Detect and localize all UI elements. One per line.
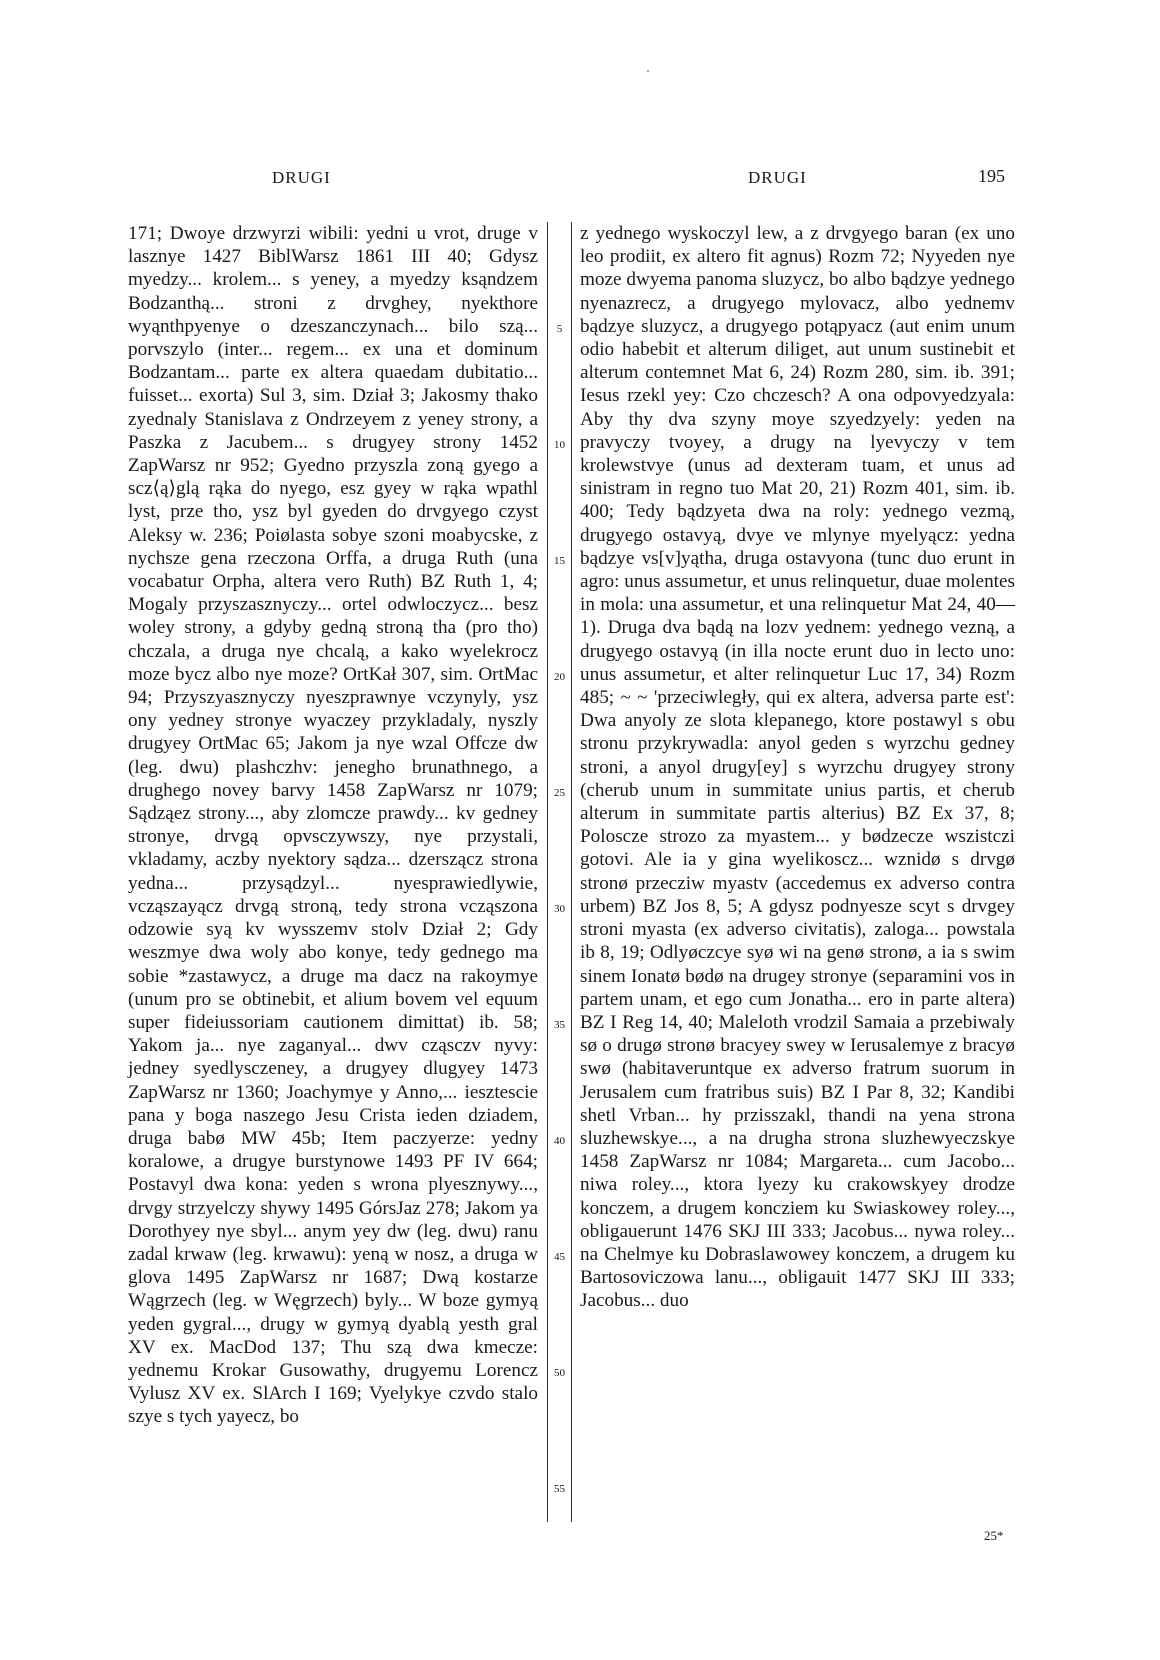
line-number: 55 <box>554 1483 565 1495</box>
running-head-right: DRUGI <box>748 168 807 187</box>
column-rule-left <box>547 222 548 1522</box>
left-column-text: 171; Dwoye drzwyrzi wibili: yedni u vrot, druge v lasznye 1427 BiblWarsz 1861 III 40; Gdysz myedzy... krolem... s yeney, a myedzy ksąndzem Bodzanthą... stroni z drvghey, nyekthore wyąnthpyenye o dzeszanczynach... bilo szą... porvszylo (inter... regem... ex una et dominum Bodzantam... parte ex altera quaedam dubitatio... fuisset... exorta) Sul 3, sim. Dział 3; Jakosmy thako zyednaly Stanislava z Ondrzeyem z yeney strony, a Paszka z Jacubem... s drugyey strony 1452 ZapWarsz nr 952; Gyedno przyszla zoną gyego a scz⟨ą⟩glą rąka do nyego, esz gyey w rąka wpathl lyst, prze tho, ysz byl gyeden do drvgyego czyst Aleksy w. 236; Poiølasta sobye szoni moabycske, z nychsze gena rzeczona Orffa, a druga Ruth (una vocabatur Orpha, altera vero Ruth) BZ Ruth 1, 4; Mogaly przyszasznyczy... ortel odwloczycz... besz woley strony, a gdyby gedną stroną tha (pro tho) chczala, a druga nye chcalą, a kako wyelekrocz moze bycz albo nye moze? OrtKał 307, sim. OrtMac 94; Przyszyasznyczy nyeszprawnye vczynyly, ysz ony yedney stronye wyaczey przykladaly, nyszly drugyey OrtMac 65; Jakom ja nye wzal Offcze dw (leg. dwu) plashczhv: jenegho brunathnego, a drughego novey barvy 1458 ZapWarsz nr 1079; Sądząez strony..., aby zlomcze prawdy... kv gedney stronye, drvgą opvsczywszy, nye przystali, vkladamy, aczby nyektory sądza... dzerszącz strona yedna... przysądzyl... nyesprawiedlywie, vcząszayącz drvgą stroną, tedy strona vcząszona odzowie syą kv wysszemv stolv Dział 2; Gdy weszmye dwa woly abo konye, tedy gednego ma sobie *zastawycz, a druge ma dacz na rakoymye (unum pro se obtinebit, et alium bovem vel equum super fideiussoriam cautionem dimittat) ib. 58; Yakom ja... nye zaganyal... dwv cząsczv nyvy: jedney syedlysczeney, a drugyey dlugyey 1473 ZapWarsz nr 1360; Joachymye y Anno,... iesztescie pana y boga naszego Jesu Crista ieden dziadem, druga babø MW 45b; Item paczyerze: yedny koralowe, a drugye burstynowe 1493 PF IV 664; Postavyl dwa kona: yeden s wrona plyesznywy..., drvgy strzyelczy shywy 1495 GórsJaz 278; Jakom ya Dorothyey nye sbyl... anym yey dw (leg. dwu) ranu zadal krwaw (leg. krwawu): yeną w nosz, a druga w glova 1495 ZapWarsz nr 1687; Dwą kostarze Wągrzech (leg. w Węgrzech) byly... W boze gymyą yeden gygral..., drugy w gymyą dyablą yesth gral XV ex. MacDod 137; Thu szą dwa kmecze: yednemu Krokar Gusowathy, drugyemu Lorencz Vylusz XV ex. SlArch I 169; Vyelykye czvdo stalo szye s tych yayecz, bo <box>128 223 538 1428</box>
line-number: 15 <box>554 555 565 567</box>
line-number: 30 <box>554 903 565 915</box>
running-head-left: DRUGI <box>272 168 331 187</box>
line-number: 10 <box>554 439 565 451</box>
line-number: 50 <box>554 1367 565 1379</box>
line-number: 20 <box>554 671 565 683</box>
page-number: 195 <box>978 166 1005 186</box>
line-number: 25 <box>554 787 565 799</box>
line-number: 35 <box>554 1019 565 1031</box>
line-number: 5 <box>556 323 563 335</box>
column-rule-right <box>571 222 572 1522</box>
line-number: 40 <box>554 1135 565 1147</box>
right-column-text: z yednego wyskoczyl lew, a z drvgyego baran (ex uno leo prodiit, ex altero fit agnus) Rozm 72; Nyyeden nye moze dwyema panoma sluzycz, bo albo bądzye yednego nyenazrecz, a drugyego mylovacz, albo yednemv bądzye sluzycz, a drugyego potąpyacz (aut enim unum odio habebit et alterum diliget, aut unum sustinebit et alterum contemnet Mat 6, 24) Rozm 280, sim. ib. 391; Iesus rzekl yey: Czo chczesch? A ona odpovyedzyala: Aby thy dva szyny moye szyedzyely: yeden na pravyczy tvoyey, a drugy na lyevyczy v tem krolewstvye (unus ad dexteram tuam, et unus ad sinistram in regno tuo Mat 20, 21) Rozm 401, sim. ib. 400; Tedy bądzyeta dwa na roly: yednego vezmą, drugyego ostavyą, dvye ve mlynye myelyącz: yedna bądzye vs[v]yątha, druga ostavyona (tunc duo erunt in agro: unus assumetur, et unus relinquetur, duae molentes in mola: una assumetur, et una relinquetur Mat 24, 40—1). Druga dva bądą na lozv yednem: yednego vezną, a drugyego ostavyą (in illa nocte erunt duo in lecto uno: unus assumetur, et alter relinquetur Luc 17, 34) Rozm 485; ~ ~ 'przeciwległy, qui ex altera, adversa parte est': Dwa anyoly ze slota klepanego, ktore postawyl s obu stronu przykrywadla: anyol geden s wyrzchu gedney stroni, a anyol drugy[ey] s wyrzchu drugyey strony (cherub unum in summitate unius partis, et cherub alterum in summitate partis alterius) BZ Ex 37, 8; Poloscze strozo za myastem... y bødzecze wszistczi gotovi. Ale ia y gina wyelikoscz... wznidø s drvgø stronø przecziw myastv (accedemus ex adverso contra urbem) BZ Jos 8, 5; A gdysz podnyesze scyt s drvgey stroni myasta (ex adverso civitatis), zaloga... powstala ib 8, 19; Odlyøczcye syø wi na genø stronø, a ia s swim sinem Ionatø bødø na drugey stronye (separamini vos in partem unam, et ego cum Jonatha... ero in parte altera) BZ I Reg 14, 40; Maleloth vrodzil Samaia a przebiwaly sø o drugø stronø bracyey swey w Ierusalemye z bracyø swø (habitaveruntque ex adverso fratrum suorum in Jerusalem cum fratribus suis) BZ I Par 8, 32; Kandibi shetl Vrban... hy przisszakl, thandi na yena strona sluzhewskye..., a na drugha strona sluzhewyeczskye 1458 ZapWarsz nr 1084; Margareta... cum Jacobo... niwa roley..., ktora lyezy ku crakowskyey drodze konczem, a drugem koncziem ku Swiaskowey roley..., obligauerunt 1476 SKJ III 333; Jacobus... nywa roley... na Chelmye ku Dobraslawowey konczem, a drugem ku Bartosoviczowa lanu..., obligauit 1477 SKJ III 333; Jacobus... duo <box>580 223 1015 1312</box>
scan-speck <box>647 70 649 72</box>
line-number: 45 <box>554 1251 565 1263</box>
printer-signature: 25* <box>984 1528 1004 1543</box>
